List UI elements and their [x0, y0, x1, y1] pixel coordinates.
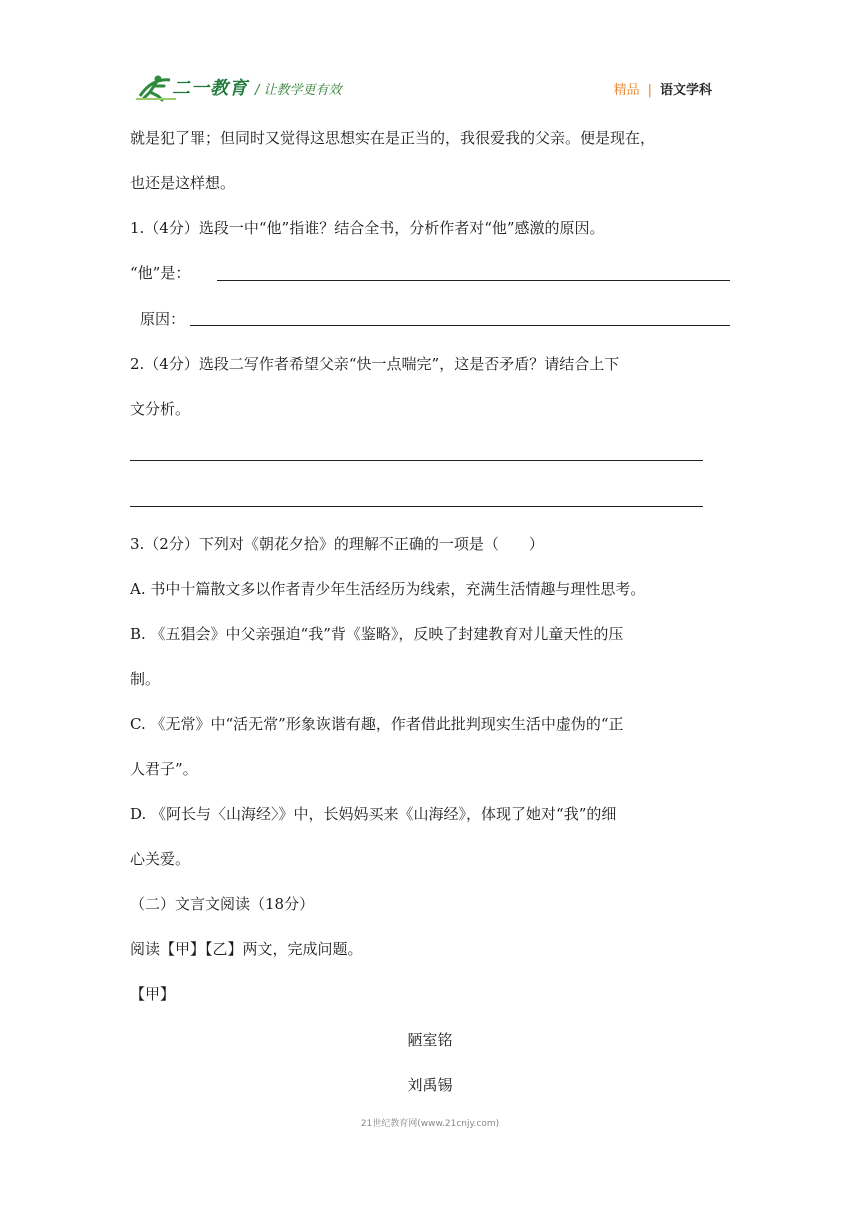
header-separator: |: [647, 83, 652, 98]
answer-blank-he: [217, 280, 730, 281]
subject-label: 语文学科: [659, 83, 712, 98]
option-b: B. 《五猖会》中父亲强迫“我”背《鉴略》，反映了封建教育对儿童天性的压: [130, 625, 624, 643]
section-heading: （二）文言文阅读（18分）: [130, 895, 315, 913]
question-3: 3.（2分）下列对《朝花夕拾》的理解不正确的一项是（ ）: [130, 535, 544, 553]
text-line: 人君子”。: [130, 760, 198, 778]
option-d: D. 《阿长与〈山海经〉》中，长妈妈买来《山海经》，体现了她对“我”的细: [130, 805, 617, 823]
text-line: 心关爱。: [130, 850, 191, 868]
question-2: 2.（4分）选段二写作者希望父亲“快一点喘完”，这是否矛盾？请结合上下: [130, 355, 620, 373]
brand-slogan: / 让教学更有效: [255, 83, 342, 98]
page-header: [130, 66, 730, 106]
text-line: 就是犯了罪；但同时又觉得这思想实在是正当的，我很爱我的父亲。便是现在，: [130, 129, 656, 147]
question-1: 1.（4分）选段一中“他”指谁？结合全书，分析作者对“他”感激的原因。: [130, 219, 605, 237]
text-line: 文分析。: [130, 400, 191, 418]
answer-blank-reason: [190, 325, 730, 326]
instruction: 阅读【甲】【乙】两文，完成问题。: [130, 940, 363, 958]
answer-blank-q2-line2: [130, 506, 703, 507]
option-a: A. 书中十篇散文多以作者青少年生活经历为线索，充满生活情趣与理性思考。: [130, 580, 646, 598]
poem-title: 陋室铭: [407, 1031, 453, 1049]
answer-label-he: “他”是：: [130, 264, 191, 282]
brand-name: 二一教育: [172, 78, 248, 99]
text-line: 也还是这样想。: [130, 174, 236, 192]
header-subject-tag: [614, 79, 712, 98]
poem-author: 刘禹锡: [407, 1076, 453, 1094]
passage-label-jia: 【甲】: [130, 985, 176, 1003]
option-c: C. 《无常》中“活无常”形象诙谐有趣，作者借此批判现实生活中虚伪的“正: [130, 715, 624, 733]
answer-blank-q2-line1: [130, 460, 703, 461]
answer-label-reason: 原因：: [140, 310, 186, 328]
text-line: 制。: [130, 670, 161, 688]
jingpin-label: 精品: [613, 83, 640, 98]
page-footer: 21世纪教育网(www.21cnjy.com): [360, 1119, 500, 1129]
